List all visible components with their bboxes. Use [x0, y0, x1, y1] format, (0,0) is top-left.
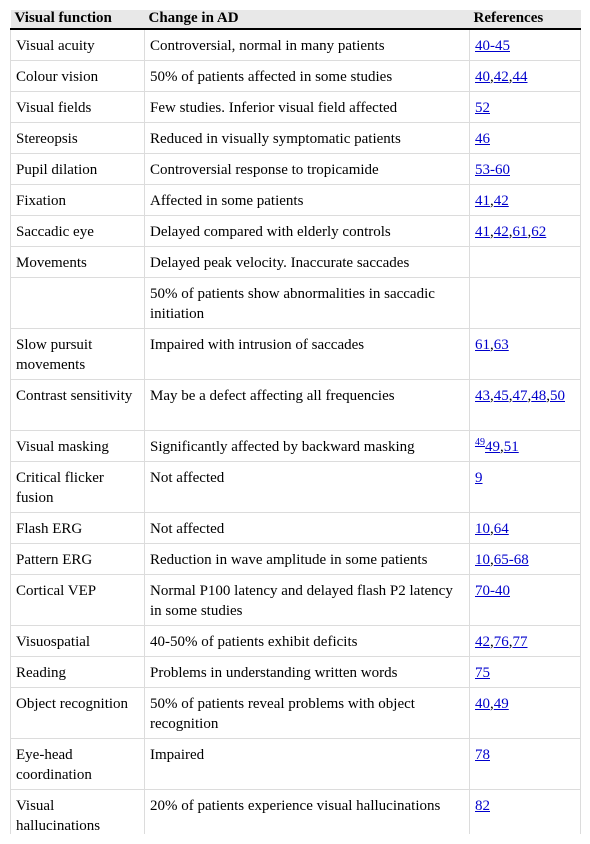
cell-references [470, 688, 581, 739]
table-row [11, 29, 581, 61]
cell-references [470, 123, 581, 154]
cell-references [470, 154, 581, 185]
reference-link[interactable]: 61 [475, 337, 490, 353]
table-row [11, 513, 581, 544]
cell-change-in-ad: Reduced in visually symptomatic patients [145, 123, 470, 154]
cell-change-in-ad: Affected in some patients [145, 185, 470, 216]
cell-visual-function: Pupil dilation [11, 154, 145, 185]
cell-references [470, 247, 581, 278]
cell-change-in-ad: Normal P100 latency and delayed flash P2 latency in some studies [145, 575, 470, 626]
cell-change-in-ad: Problems in understanding written words [145, 657, 470, 688]
cell-change-in-ad: Reduction in wave amplitude in some patients [145, 544, 470, 575]
reference-link[interactable]: 64 [493, 521, 509, 537]
cell-references [470, 626, 581, 657]
table-row [11, 575, 581, 626]
reference-link[interactable]: 45 [493, 388, 509, 404]
cell-references [470, 462, 581, 513]
table-row [11, 61, 581, 92]
table-row [11, 431, 581, 462]
cell-visual-function: Slow pursuit movements [11, 329, 145, 380]
reference-separator: , [527, 388, 532, 404]
reference-link[interactable]: 10 [475, 552, 490, 568]
reference-separator: , [490, 521, 494, 537]
cell-change-in-ad: 50% of patients show abnormalities in saccadic initiation [145, 278, 470, 329]
cell-visual-function: Visual fields [11, 92, 145, 123]
table-row [11, 626, 581, 657]
cell-references [470, 380, 581, 431]
reference-link[interactable]: 41 [475, 193, 490, 209]
reference-link[interactable]: 75 [475, 665, 490, 681]
reference-link[interactable]: 49 [485, 439, 500, 455]
cell-references [470, 185, 581, 216]
cell-change-in-ad: 50% of patients affected in some studies [145, 61, 470, 92]
reference-separator: , [490, 634, 494, 650]
cell-visual-function: Movements [11, 247, 145, 278]
reference-link[interactable]: 52 [475, 100, 490, 116]
cell-visual-function: Visual acuity [11, 29, 145, 61]
reference-link[interactable]: 40 [475, 69, 490, 85]
cell-visual-function: Fixation [11, 185, 145, 216]
table-row [11, 216, 581, 247]
cell-change-in-ad: Significantly affected by backward masking [145, 431, 470, 462]
reference-separator: , [490, 69, 494, 85]
reference-separator: , [508, 69, 513, 85]
cell-references [470, 329, 581, 380]
reference-link[interactable]: 70-40 [475, 583, 510, 599]
cell-visual-function: Flash ERG [11, 513, 145, 544]
table-row [11, 92, 581, 123]
cell-change-in-ad: Controversial response to tropicamide [145, 154, 470, 185]
reference-separator: , [490, 696, 494, 712]
reference-link[interactable]: 51 [503, 439, 519, 455]
cell-references [470, 790, 581, 835]
cell-references [470, 575, 581, 626]
reference-link[interactable]: 40-45 [475, 38, 510, 54]
reference-link[interactable]: 82 [475, 798, 490, 814]
cell-references [470, 544, 581, 575]
reference-link[interactable]: 76 [493, 634, 509, 650]
table-row [11, 462, 581, 513]
reference-link[interactable]: 43 [475, 388, 490, 404]
table-row [11, 790, 581, 835]
reference-separator: , [490, 388, 494, 404]
cell-change-in-ad: 40-50% of patients exhibit deficits [145, 626, 470, 657]
cell-visual-function [11, 278, 145, 329]
cell-change-in-ad: May be a defect affecting all frequencies [145, 380, 470, 431]
table-row [11, 185, 581, 216]
cell-visual-function: Saccadic eye [11, 216, 145, 247]
cell-change-in-ad: Delayed compared with elderly controls [145, 216, 470, 247]
reference-link[interactable]: 42 [493, 224, 509, 240]
header-visual-function: Visual function [11, 10, 145, 29]
reference-link[interactable]: 9 [475, 470, 483, 486]
reference-link[interactable]: 62 [531, 224, 547, 240]
reference-separator: , [490, 193, 494, 209]
table-row [11, 544, 581, 575]
reference-link[interactable]: 63 [493, 337, 509, 353]
cell-visual-function: Pattern ERG [11, 544, 145, 575]
reference-link[interactable]: 47 [512, 388, 528, 404]
cell-visual-function: Visual hallucinations [11, 790, 145, 835]
cell-references [470, 92, 581, 123]
cell-references [470, 739, 581, 790]
table-row [11, 278, 581, 329]
reference-link[interactable]: 48 [531, 388, 547, 404]
table-row [11, 688, 581, 739]
table-row [11, 123, 581, 154]
reference-link[interactable]: 42 [493, 193, 509, 209]
cell-change-in-ad: Delayed peak velocity. Inaccurate saccades [145, 247, 470, 278]
cell-references [470, 513, 581, 544]
table-row [11, 657, 581, 688]
visual-function-table [10, 10, 581, 834]
reference-separator: , [508, 634, 513, 650]
cell-references [470, 61, 581, 92]
reference-separator: , [508, 388, 513, 404]
reference-link[interactable]: 65-68 [493, 552, 529, 568]
reference-separator: , [527, 224, 532, 240]
reference-link[interactable]: 10 [475, 521, 490, 537]
table-row [11, 247, 581, 278]
cell-visual-function: Cortical VEP [11, 575, 145, 626]
reference-separator: , [490, 552, 494, 568]
reference-link[interactable]: 41 [475, 224, 490, 240]
cell-visual-function: Visual masking [11, 431, 145, 462]
reference-link[interactable]: 44 [512, 69, 528, 85]
cell-visual-function: Visuospatial [11, 626, 145, 657]
cell-visual-function: Eye-head coordination [11, 739, 145, 790]
cell-change-in-ad: Impaired with intrusion of saccades [145, 329, 470, 380]
reference-link[interactable]: 50 [550, 388, 565, 404]
reference-link[interactable]: 61 [512, 224, 528, 240]
cell-change-in-ad: Controversial, normal in many patients [145, 29, 470, 61]
table-row [11, 329, 581, 380]
reference-link[interactable]: 42 [475, 634, 490, 650]
reference-separator: , [490, 337, 494, 353]
reference-link[interactable]: 42 [493, 69, 509, 85]
cell-visual-function: Reading [11, 657, 145, 688]
reference-separator: , [546, 388, 550, 404]
reference-link[interactable]: 46 [475, 131, 490, 147]
cell-change-in-ad: Few studies. Inferior visual field affected [145, 92, 470, 123]
reference-separator: , [490, 224, 494, 240]
table-row [11, 154, 581, 185]
reference-link[interactable]: 49 [493, 696, 509, 712]
reference-superscript [475, 437, 485, 448]
cell-visual-function: Colour vision [11, 61, 145, 92]
reference-link[interactable]: 40 [475, 696, 490, 712]
cell-change-in-ad: Impaired [145, 739, 470, 790]
table-row [11, 739, 581, 790]
cell-change-in-ad: 20% of patients experience visual hallucinations [145, 790, 470, 835]
header-change-in-ad: Change in AD [145, 10, 470, 29]
reference-separator: , [508, 224, 513, 240]
cell-change-in-ad: Not affected [145, 462, 470, 513]
table-header [11, 10, 581, 29]
header-references: References [470, 10, 581, 29]
table-body [11, 29, 581, 834]
cell-change-in-ad: 50% of patients reveal problems with object recognition [145, 688, 470, 739]
reference-separator: , [500, 439, 504, 455]
cell-references [470, 431, 581, 462]
cell-references [470, 216, 581, 247]
table-container [10, 10, 580, 834]
cell-references [470, 278, 581, 329]
cell-visual-function: Contrast sensitivity [11, 380, 145, 431]
cell-change-in-ad: Not affected [145, 513, 470, 544]
reference-link[interactable]: 49 [475, 437, 485, 448]
cell-references [470, 657, 581, 688]
cell-visual-function: Object recognition [11, 688, 145, 739]
cell-references [470, 29, 581, 61]
reference-link[interactable]: 53-60 [475, 162, 510, 178]
table-row [11, 380, 581, 431]
cell-visual-function: Critical flicker fusion [11, 462, 145, 513]
reference-link[interactable]: 77 [512, 634, 528, 650]
cell-visual-function: Stereopsis [11, 123, 145, 154]
reference-link[interactable]: 78 [475, 747, 490, 763]
